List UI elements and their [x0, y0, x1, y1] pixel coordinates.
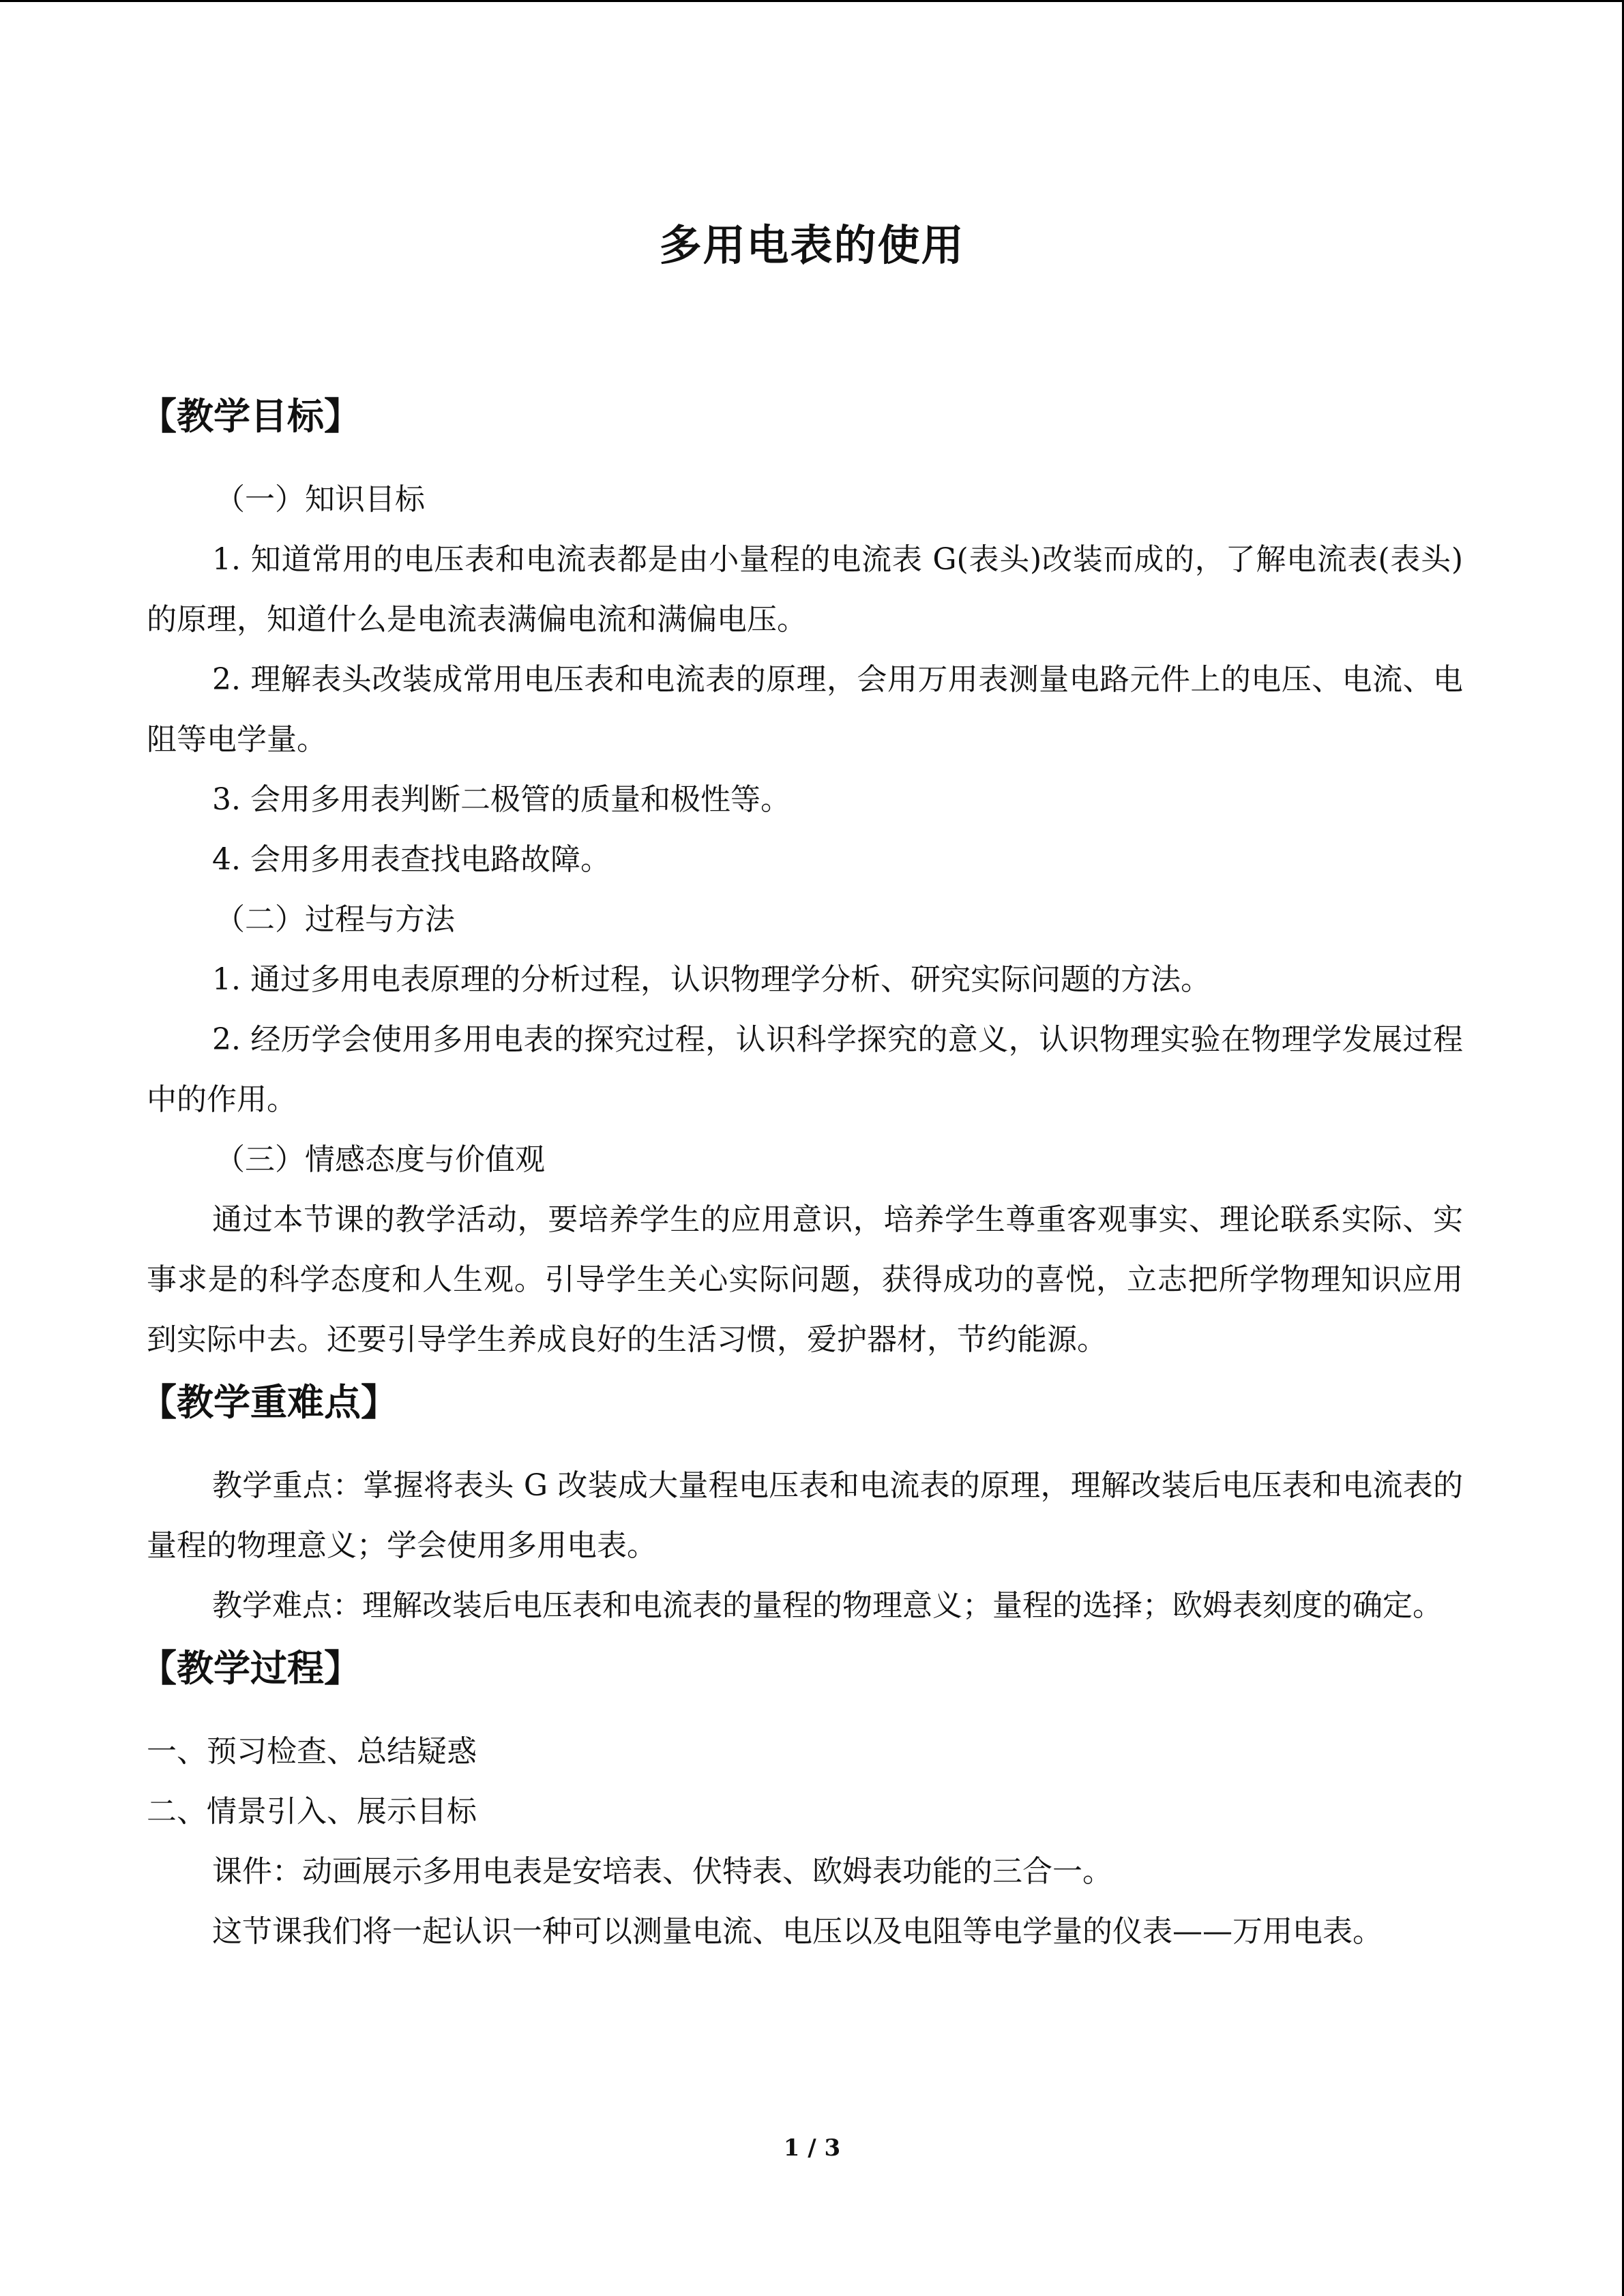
section-heading-teaching-process: 【教学过程】 — [140, 1646, 361, 1690]
page-top-border — [0, 0, 1624, 2]
paragraph-k3: 3. 会用多用表判断二极管的质量和极性等。 — [212, 782, 791, 817]
paragraph-k1: 1. 知道常用的电压表和电流表都是由小量程的电流表 G(表头)改装而成的，了解电流表(表头)的原理，知道什么是电流表满偏电流和满偏电压。 — [147, 542, 1463, 637]
paragraph-k4: 4. 会用多用表查找电路故障。 — [212, 842, 610, 877]
section-heading-key-points: 【教学重难点】 — [140, 1380, 398, 1424]
subheading-emotion: （三）情感态度与价值观 — [215, 1142, 545, 1177]
subheading-knowledge: （一）知识目标 — [215, 482, 425, 517]
paragraph-courseware: 课件：动画展示多用电表是安培表、伏特表、欧姆表功能的三合一。 — [212, 1854, 1112, 1889]
paragraph-e1: 通过本节课的教学活动，要培养学生的应用意识，培养学生尊重客观事实、理论联系实际、实事求是的科学态度和人生观。引导学生关心实际问题，获得成功的喜悦，立志把所学物理知识应用到实际中去。还要引导学生养成良好的生活习惯，爱护器材，节约能源。 — [147, 1202, 1463, 1357]
paragraph-k2: 2. 理解表头改装成常用电压表和电流表的原理，会用万用表测量电路元件上的电压、电流、电阻等电学量。 — [147, 662, 1463, 757]
step-2: 二、情景引入、展示目标 — [147, 1794, 477, 1829]
paragraph-p1: 1. 通过多用电表原理的分析过程，认识物理学分析、研究实际问题的方法。 — [212, 962, 1211, 997]
document-body — [140, 385, 1463, 1962]
step-1: 一、预习检查、总结疑惑 — [147, 1734, 477, 1769]
page-number: 1 / 3 — [783, 2134, 841, 2162]
paragraph-p2: 2. 经历学会使用多用电表的探究过程，认识科学探究的意义，认识物理实验在物理学发展过程中的作用。 — [147, 1022, 1463, 1117]
subheading-process: （二）过程与方法 — [215, 902, 455, 937]
document-title: 多用电表的使用 — [659, 220, 965, 270]
paragraph-difficult-point: 教学难点：理解改装后电压表和电流表的量程的物理意义；量程的选择；欧姆表刻度的确定。 — [212, 1588, 1443, 1623]
section-heading-goals: 【教学目标】 — [140, 394, 361, 438]
paragraph-intro: 这节课我们将一起认识一种可以测量电流、电压以及电阻等电学量的仪表——万用电表。 — [212, 1914, 1383, 1949]
paragraph-key-point: 教学重点：掌握将表头 G 改装成大量程电压表和电流表的原理，理解改装后电压表和电流表的量程的物理意义；学会使用多用电表。 — [147, 1468, 1463, 1563]
